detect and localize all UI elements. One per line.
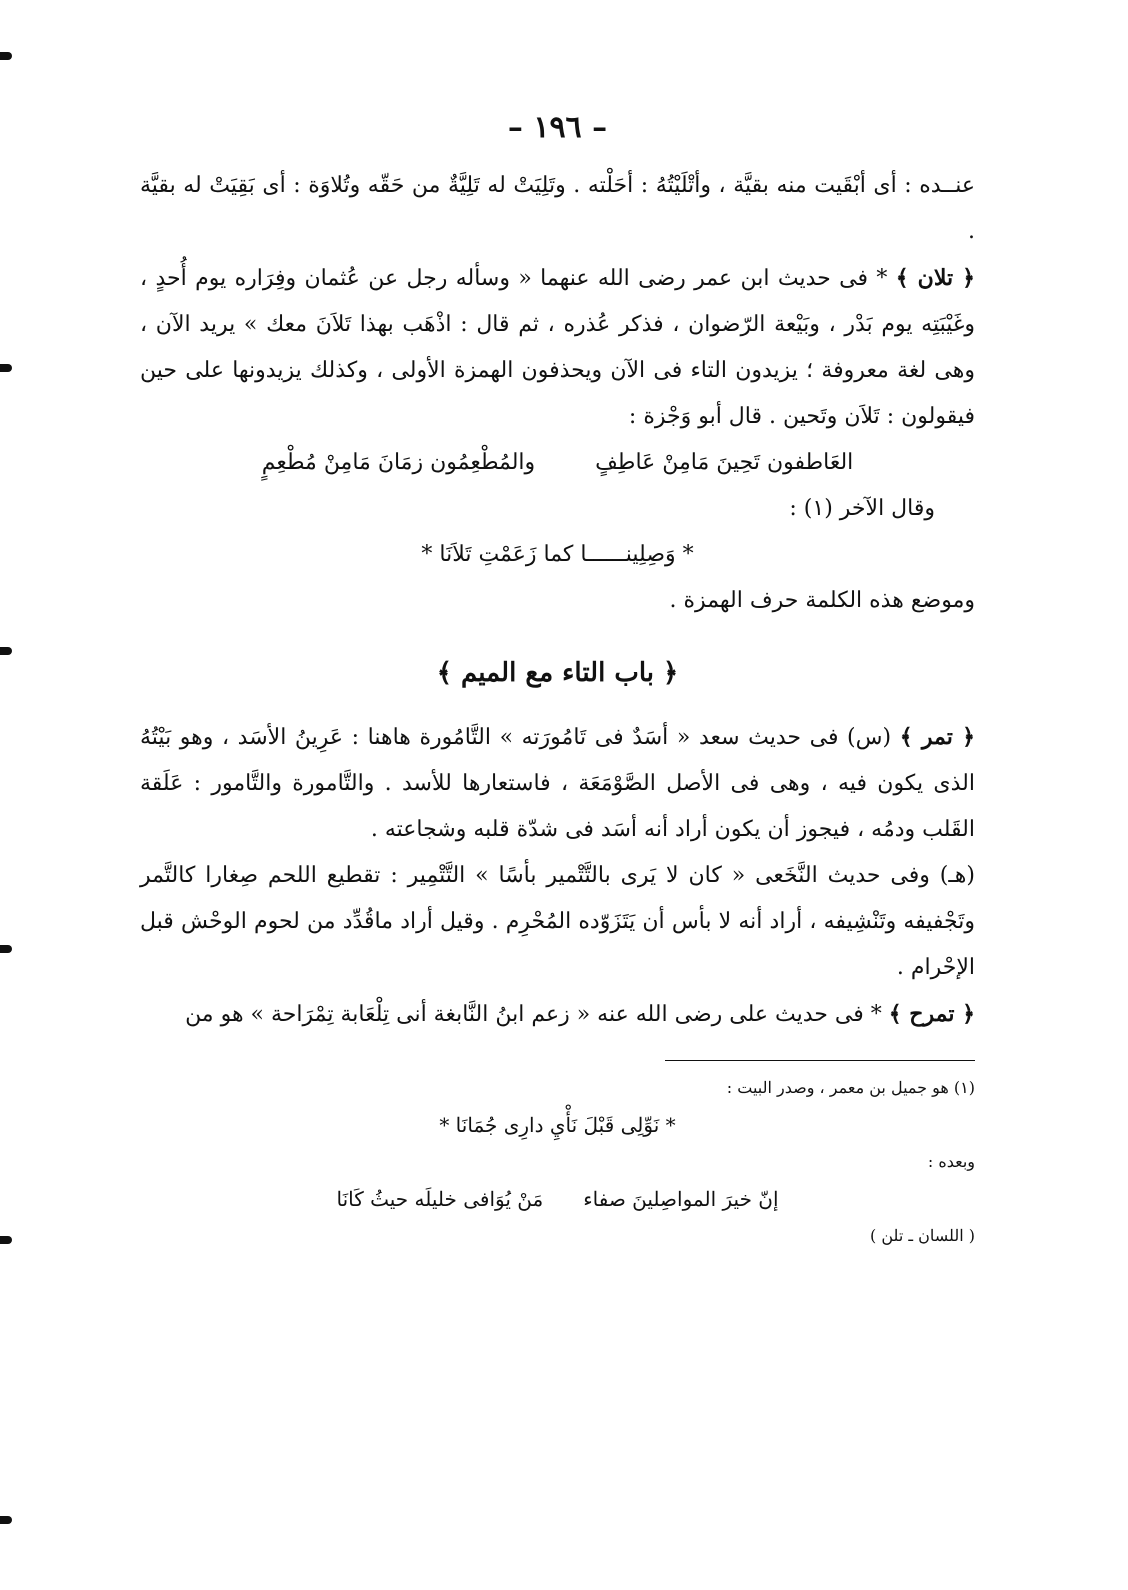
headword-tamrah: ﴿ تمرح ﴾ [888,1001,975,1027]
entry-tamr-text: (س) فى حديث سعد « أسَدٌ فى تَامُورَته » التَّامُورة هاهنا : عَرِينُ الأسَد ، وهو بَيْتُهُ الذى يكون فيه ، وهى فى الأصل الصَّوْمَعَة ، فاستعارها للأسد . والتَّامورة والتَّامور : عَلَقة القَلب ودمُه ، فيجوز أن يكون أراد أنه أسَد فى شدّة قلبه وشجاعته . [140,725,975,842]
scan-mark [0,1516,12,1524]
verse-hemistich-first: العَاطفون تَحِينَ مَامِنْ عَاطِفٍ [595,450,854,475]
footnote-line: (١) هو جميل بن معمر ، وصدر البيت : [726,1078,975,1097]
entry-note: وموضع هذه الكلمة حرف الهمزة . [669,588,975,613]
footnote-hemistich-second: مَنْ يُوَافى خليلَه حيثُ كَانَا [336,1187,544,1211]
footnote [140,1071,975,1253]
page-content [140,110,975,1253]
entry-talan-text: * فى حديث ابن عمر رضى الله عنهما « وسأله رجل عن عُثمان وفِرَاره يوم أُحدٍ ، وغَيْبَتِه يوم بَدْر ، وبَيْعة الرّضوان ، فذكر عُذره ، ثم قال : اذْهَب بهذا تَلاَنَ معك » يريد الآن ، وهى لغة معروفة ؛ يزيدون التاء فى الآن ويحذفون الهمزة الأولى ، وكذلك يزيدونها على حين فيقولون : تَلاَن وتَحين . قال أبو وَجْزة : [140,266,975,429]
footnote-verse: * نَوِّلِى قَبْلَ نَأْيِ دارِى جُمَانَا * [439,1113,676,1137]
verse-other-poet: * وَصِلِينــــــا كما زَعَمْتِ تَلاَنَا * [421,542,694,567]
scan-mark [0,945,12,953]
verse-intro: وقال الآخر (١) : [789,496,935,521]
headword-tamr: ﴿ تمر ﴾ [899,724,975,750]
entry-tamr [140,714,975,853]
footnote-source: ( اللسان ـ تلن ) [870,1226,975,1245]
scan-mark [0,647,12,655]
entry-tamrah [140,991,975,1038]
section-title: ﴿ باب التاء مع الميم ﴾ [436,658,679,688]
footnote-verse-pair [140,1179,975,1219]
headword-talan: ﴿ تلان ﴾ [895,265,975,291]
verse-abu-wajza [140,440,975,486]
scan-mark [0,364,12,372]
entry-tamrah-text: * فى حديث على رضى الله عنه « زعم ابنُ النَّابغة أنى تِلْعَابة تِمْرَاحة » هو من [185,1002,882,1027]
scan-mark [0,52,12,60]
scan-mark [0,1236,12,1244]
entry-tamr-nakhai: (هـ) وفى حديث النَّخَعى « كان لا يَرى بالتَّتْمير بأسًا » التَّتْمِير : تقطيع اللحم صِغارا كالتَّمر وتَجْفيفه وتَنْشِيفه ، أراد أنه لا بأس أن يَتَزَوّده المُحْرِم . وقيل أراد ماقُدِّد من لحوم الوحْش قبل الإحْرام . [140,863,975,980]
footnote-hemistich-first: إنّ خيرَ المواصِلينَ صفاء [583,1187,779,1211]
verse-hemistich-second: والمُطْعِمُون زمَانَ مَامِنْ مُطْعِمٍ [261,450,536,475]
page-number: – ١٩٦ – [507,110,608,145]
entry-continuation: عنــده : أى أبْقَيت منه بقيَّة ، وأتْلَيْتُهُ : أحَلْته . وتَلِيَتْ له تَلِيَّةٌ من حَقّه وتُلاوَة : أى بَقِيَتْ له بقيَّة . [140,173,975,244]
entry-talan [140,255,975,440]
scan-margin-marks [0,0,14,1590]
footnote-line: وبعده : [927,1152,975,1171]
footnote-divider [665,1060,975,1061]
